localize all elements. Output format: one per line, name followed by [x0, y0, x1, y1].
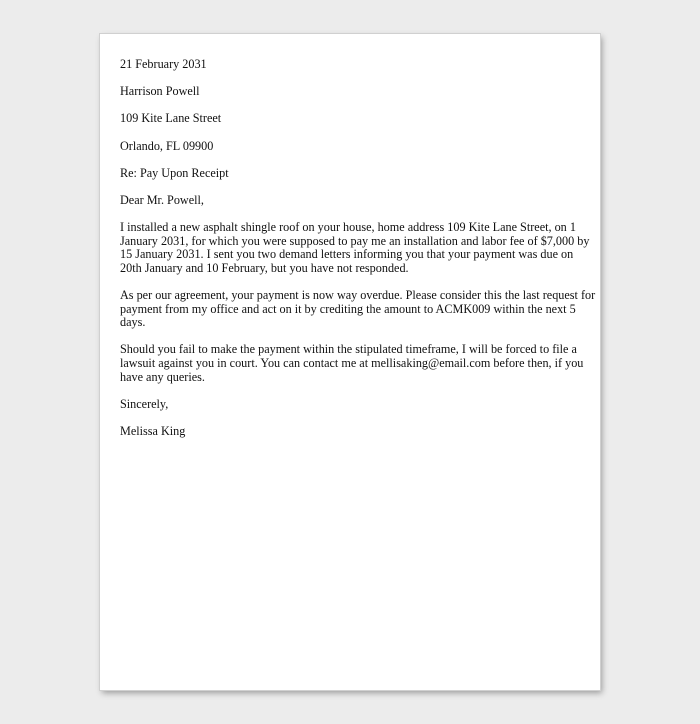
recipient-street: 109 Kite Lane Street — [120, 111, 222, 126]
letter-subject: Re: Pay Upon Receipt — [120, 165, 229, 180]
paragraph-line: As per our agreement, your payment is now way overdue. Please consider this the last request for — [120, 288, 596, 303]
letter-closing: Sincerely, — [120, 396, 169, 411]
paragraph-line: days. — [120, 315, 146, 330]
letter-page — [100, 34, 600, 690]
paragraph-line: I installed a new asphalt shingle roof on your house, home address 109 Kite Lane Street, on 1 — [120, 220, 576, 235]
letter-body — [120, 57, 596, 452]
recipient-city: Orlando, FL 09900 — [120, 138, 214, 153]
paragraph-line: payment from my office and act on it by crediting the amount to ACMK009 within the next 5 — [120, 301, 576, 316]
letter-salutation: Dear Mr. Powell, — [120, 192, 204, 207]
letter-date: 21 February 2031 — [120, 57, 207, 71]
paragraph-line: have any queries. — [120, 369, 205, 384]
paragraph-1 — [120, 220, 590, 275]
recipient-name: Harrison Powell — [120, 84, 200, 99]
paragraph-line: 20th January and 10 February, but you have not responded. — [120, 260, 409, 275]
paragraph-3 — [120, 342, 584, 384]
paragraph-line: lawsuit against you in court. You can contact me at mellisaking@email.com before then, if you — [120, 356, 584, 371]
paragraph-line: Should you fail to make the payment within the stipulated timeframe, I will be forced to file a — [120, 342, 577, 357]
paragraph-line: 15 January 2031. I sent you two demand letters informing you that your payment was due on — [120, 247, 574, 262]
paragraph-line: January 2031, for which you were supposed to pay me an installation and labor fee of $7,000 by — [120, 233, 590, 248]
signature-name: Melissa King — [120, 424, 186, 439]
paragraph-2 — [120, 288, 596, 330]
